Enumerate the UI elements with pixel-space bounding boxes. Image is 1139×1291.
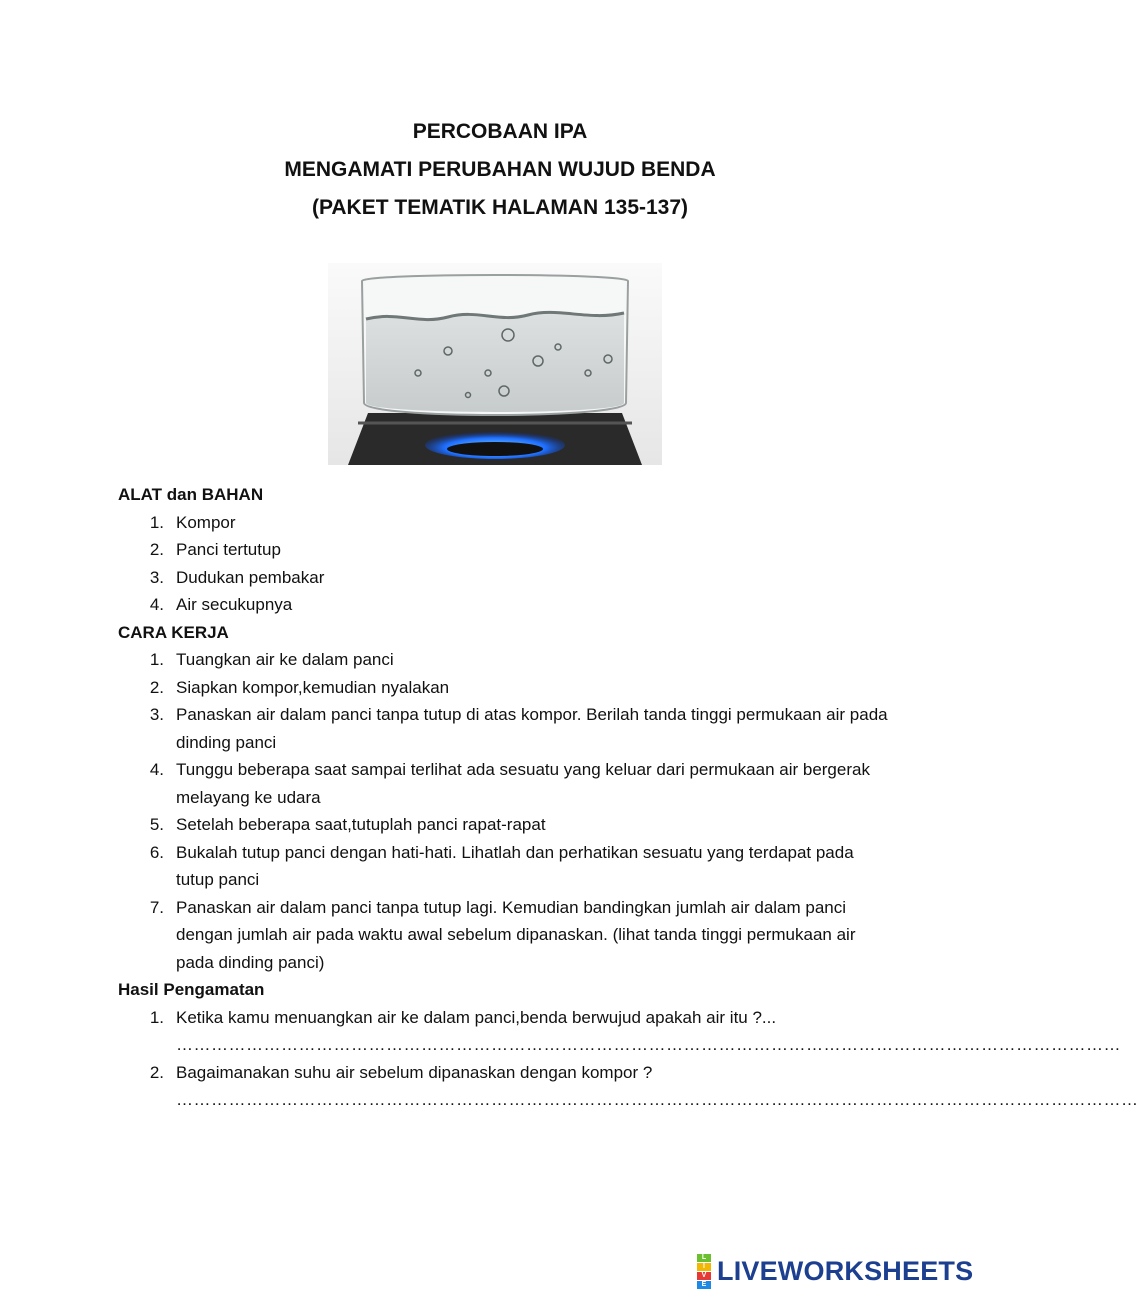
item-number: 2.	[149, 1062, 164, 1082]
question-block	[176, 1059, 1139, 1114]
item-text: Setelah beberapa saat,tutuplah panci rapat-rapat	[176, 815, 546, 834]
hasil-pengamatan-heading: Hasil Pengamatan	[118, 980, 265, 999]
item-number: 6.	[149, 842, 164, 862]
title-line-2: MENGAMATI PERUBAHAN WUJUD BENDA	[284, 158, 716, 181]
item-number: 3.	[149, 567, 164, 587]
liveworksheets-logo	[697, 1253, 997, 1289]
question-item	[118, 1004, 1121, 1059]
worksheet-content	[118, 481, 1139, 1114]
item-text: Panaskan air dalam panci tanpa tutup lagi. Kemudian bandingkan jumlah air dalam panci dengan jumlah air pada waktu awal sebelum dipanaskan. (lihat tanda tinggi permukaan air pada dinding panci)	[176, 897, 856, 972]
logo-letter: I	[697, 1263, 711, 1271]
item-text: Siapkan kompor,kemudian nyalakan	[176, 677, 450, 697]
title-line-1: PERCOBAAN IPA	[412, 120, 588, 143]
item-text: Kompor	[176, 512, 236, 532]
list-item	[118, 509, 888, 537]
alat-bahan-list	[118, 509, 888, 619]
title-line-3: (PAKET TEMATIK HALAMAN 135-137)	[311, 196, 689, 219]
item-text: Panaskan air dalam panci tanpa tutup di atas kompor. Berilah tanda tinggi permukaan air pada dinding panci	[176, 705, 888, 752]
answer-line[interactable]: …………………………………………………………………………………………………………………………………………………	[176, 1090, 1139, 1109]
item-number: 4.	[149, 595, 164, 614]
item-number: 1.	[149, 1007, 164, 1027]
list-item	[118, 756, 888, 811]
hasil-pengamatan-list	[118, 1004, 1139, 1114]
item-number: 1.	[149, 650, 164, 669]
logo-letter: E	[697, 1281, 711, 1289]
list-item	[118, 646, 888, 674]
item-number: 1.	[149, 512, 164, 532]
logo-letter: L	[697, 1254, 711, 1262]
logo-letter: V	[697, 1272, 711, 1280]
list-item	[118, 839, 888, 894]
item-number: 3.	[149, 705, 164, 724]
list-item	[118, 894, 888, 977]
item-number: 2.	[149, 540, 164, 559]
logo-text: LIVEWORKSHEETS	[717, 1255, 974, 1286]
list-item	[118, 591, 888, 619]
answer-line[interactable]: ………………………………………………………………………………………………………………………………………………	[176, 1035, 1121, 1054]
cara-kerja-heading: CARA KERJA	[118, 622, 229, 642]
item-number: 5.	[149, 815, 164, 834]
item-number: 2.	[149, 677, 164, 697]
list-item	[118, 536, 888, 564]
question-text: Bagaimanakan suhu air sebelum dipanaskan dengan kompor ?	[176, 1062, 653, 1082]
item-text: Panci tertutup	[176, 540, 281, 559]
item-text: Air secukupnya	[176, 595, 293, 614]
question-item	[118, 1059, 1139, 1114]
boiling-water-pot-image	[328, 263, 662, 465]
question-text: Ketika kamu menuangkan air ke dalam panci,benda berwujud apakah air itu ?...	[176, 1007, 777, 1027]
item-text: Bukalah tutup panci dengan hati-hati. Lihatlah dan perhatikan sesuatu yang terdapat pada tutup panci	[176, 842, 854, 889]
boiling-pot-illustration	[328, 263, 662, 465]
list-item	[118, 564, 888, 592]
list-item	[118, 811, 888, 839]
item-number: 4.	[149, 760, 164, 779]
list-item	[118, 674, 888, 702]
logo-mark-icon	[697, 1253, 713, 1289]
item-number: 7.	[149, 897, 164, 917]
list-item	[118, 701, 888, 756]
cara-kerja-list	[118, 646, 888, 976]
item-text: Tuangkan air ke dalam panci	[176, 650, 394, 669]
question-block	[176, 1004, 1121, 1059]
item-text: Dudukan pembakar	[176, 567, 325, 587]
item-text: Tunggu beberapa saat sampai terlihat ada sesuatu yang keluar dari permukaan air bergerak melayang ke udara	[176, 760, 870, 807]
alat-bahan-heading: ALAT dan BAHAN	[118, 485, 264, 504]
